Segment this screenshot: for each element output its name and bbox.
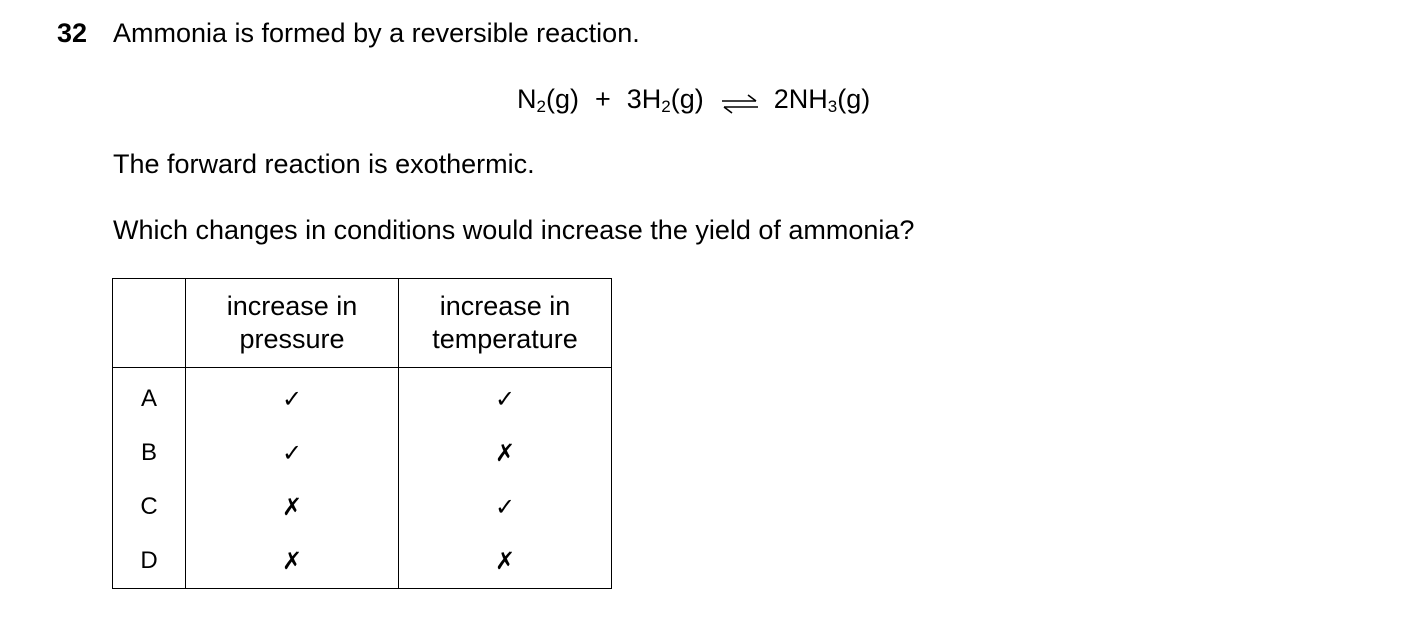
question-number: 32	[57, 18, 88, 48]
header-pressure: increase in pressure	[186, 279, 399, 368]
header-temperature: increase in temperature	[399, 279, 612, 368]
option-row-b	[113, 426, 612, 480]
pressure-mark: ✗	[186, 480, 399, 534]
exothermic-note: The forward reaction is exothermic.	[113, 149, 535, 179]
pressure-mark: ✗	[186, 534, 399, 589]
temperature-mark: ✗	[399, 426, 612, 480]
option-letter: A	[113, 368, 186, 427]
plus-sign: +	[594, 84, 611, 114]
option-row-a	[113, 368, 612, 427]
option-row-c	[113, 480, 612, 534]
table-header-row	[113, 279, 612, 368]
reactant-nitrogen: $N_2(g)$	[517, 84, 579, 116]
reactant-hydrogen: $3H_2(g)$	[626, 84, 704, 116]
option-letter: D	[113, 534, 186, 589]
chemical-equation	[517, 83, 870, 115]
question-stem: Ammonia is formed by a reversible reaction.	[113, 18, 640, 48]
pressure-mark: ✓	[186, 426, 399, 480]
option-row-d	[113, 534, 612, 589]
temperature-mark: ✓	[399, 368, 612, 427]
pressure-mark: ✓	[186, 368, 399, 427]
option-letter: B	[113, 426, 186, 480]
temperature-mark: ✗	[399, 534, 612, 589]
header-empty-cell	[113, 279, 186, 368]
equilibrium-arrows-icon	[720, 89, 760, 109]
answer-options-table	[112, 278, 612, 589]
question-prompt: Which changes in conditions would increase the yield of ammonia?	[113, 215, 915, 245]
product-ammonia: $2NH_3(g)$	[773, 84, 871, 116]
option-letter: C	[113, 480, 186, 534]
temperature-mark: ✓	[399, 480, 612, 534]
